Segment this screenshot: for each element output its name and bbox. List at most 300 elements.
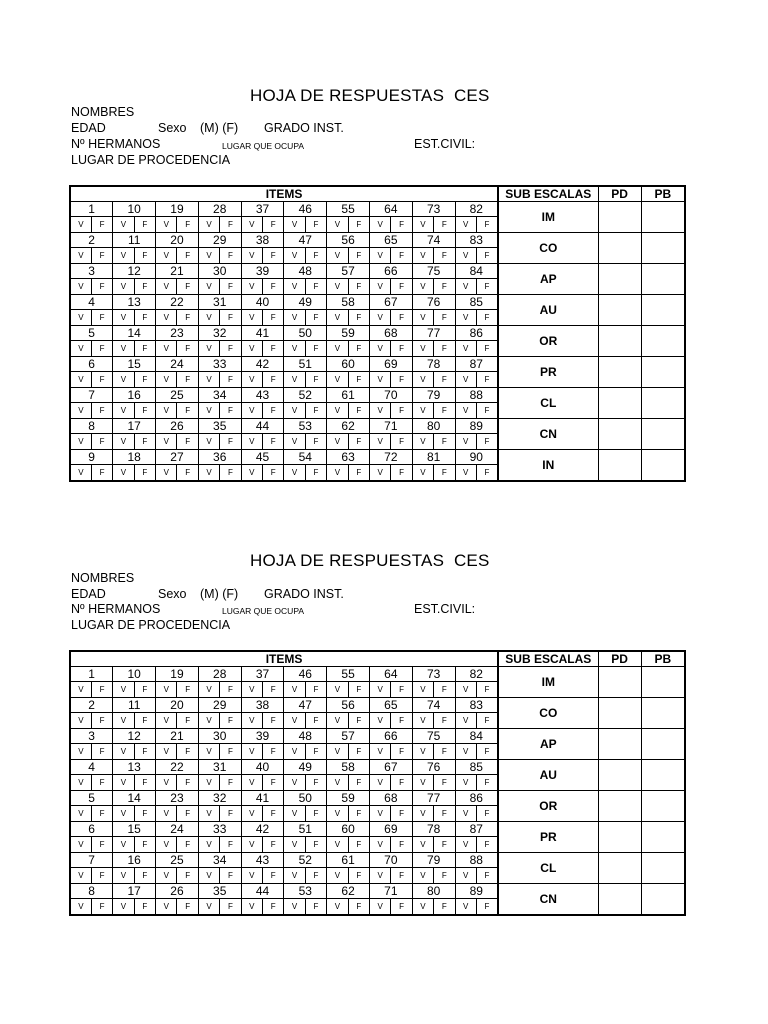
answer-f-option[interactable]: F [220,744,241,760]
answer-v-option[interactable]: V [156,341,177,357]
answer-v-option[interactable]: V [113,341,134,357]
answer-v-option[interactable]: V [198,403,219,419]
pd-cell[interactable] [598,295,641,326]
answer-f-option[interactable]: F [391,713,412,729]
answer-v-option[interactable]: V [327,744,348,760]
answer-v-option[interactable]: V [70,713,91,729]
answer-f-option[interactable]: F [263,806,284,822]
answer-v-option[interactable]: V [241,806,262,822]
answer-f-option[interactable]: F [348,434,369,450]
pb-cell[interactable] [641,357,685,388]
answer-v-option[interactable]: V [241,434,262,450]
answer-f-option[interactable]: F [305,341,326,357]
answer-f-option[interactable]: F [434,403,455,419]
answer-v-option[interactable]: V [113,775,134,791]
answer-v-option[interactable]: V [113,744,134,760]
answer-v-option[interactable]: V [70,775,91,791]
answer-v-option[interactable]: V [327,372,348,388]
answer-f-option[interactable]: F [263,372,284,388]
answer-v-option[interactable]: V [198,217,219,233]
answer-v-option[interactable]: V [327,713,348,729]
answer-f-option[interactable]: F [134,434,155,450]
answer-f-option[interactable]: F [91,899,112,916]
answer-f-option[interactable]: F [134,217,155,233]
answer-f-option[interactable]: F [220,403,241,419]
answer-f-option[interactable]: F [305,713,326,729]
answer-v-option[interactable]: V [369,217,390,233]
answer-v-option[interactable]: V [70,899,91,916]
answer-v-option[interactable]: V [113,837,134,853]
answer-f-option[interactable]: F [91,682,112,698]
answer-f-option[interactable]: F [434,806,455,822]
answer-f-option[interactable]: F [263,434,284,450]
answer-v-option[interactable]: V [241,217,262,233]
pb-cell[interactable] [641,450,685,482]
answer-f-option[interactable]: F [476,341,498,357]
answer-v-option[interactable]: V [327,775,348,791]
answer-f-option[interactable]: F [263,682,284,698]
answer-f-option[interactable]: F [134,310,155,326]
pd-cell[interactable] [598,264,641,295]
answer-f-option[interactable]: F [434,837,455,853]
answer-v-option[interactable]: V [369,434,390,450]
answer-f-option[interactable]: F [305,806,326,822]
answer-f-option[interactable]: F [220,248,241,264]
answer-f-option[interactable]: F [434,434,455,450]
answer-v-option[interactable]: V [412,465,433,482]
answer-v-option[interactable]: V [198,837,219,853]
pd-cell[interactable] [598,698,641,729]
answer-v-option[interactable]: V [156,806,177,822]
answer-f-option[interactable]: F [476,217,498,233]
answer-f-option[interactable]: F [305,279,326,295]
answer-f-option[interactable]: F [476,837,498,853]
answer-f-option[interactable]: F [177,806,198,822]
answer-v-option[interactable]: V [113,248,134,264]
answer-v-option[interactable]: V [198,372,219,388]
answer-f-option[interactable]: F [305,775,326,791]
answer-f-option[interactable]: F [220,899,241,916]
answer-v-option[interactable]: V [113,899,134,916]
answer-v-option[interactable]: V [198,682,219,698]
pd-cell[interactable] [598,326,641,357]
answer-f-option[interactable]: F [305,868,326,884]
answer-f-option[interactable]: F [177,434,198,450]
answer-f-option[interactable]: F [348,279,369,295]
answer-v-option[interactable]: V [70,868,91,884]
answer-f-option[interactable]: F [305,372,326,388]
answer-f-option[interactable]: F [305,744,326,760]
pb-cell[interactable] [641,698,685,729]
answer-v-option[interactable]: V [327,341,348,357]
answer-f-option[interactable]: F [91,806,112,822]
answer-v-option[interactable]: V [241,465,262,482]
answer-v-option[interactable]: V [70,434,91,450]
answer-f-option[interactable]: F [391,868,412,884]
answer-f-option[interactable]: F [220,682,241,698]
answer-f-option[interactable]: F [391,217,412,233]
answer-v-option[interactable]: V [241,775,262,791]
answer-f-option[interactable]: F [177,248,198,264]
answer-f-option[interactable]: F [263,403,284,419]
answer-v-option[interactable]: V [412,403,433,419]
answer-v-option[interactable]: V [284,341,305,357]
answer-v-option[interactable]: V [156,868,177,884]
answer-v-option[interactable]: V [455,403,476,419]
answer-v-option[interactable]: V [198,279,219,295]
answer-f-option[interactable]: F [305,403,326,419]
answer-v-option[interactable]: V [455,372,476,388]
answer-f-option[interactable]: F [476,403,498,419]
answer-v-option[interactable]: V [455,837,476,853]
answer-v-option[interactable]: V [327,682,348,698]
pb-cell[interactable] [641,419,685,450]
answer-v-option[interactable]: V [369,403,390,419]
answer-v-option[interactable]: V [70,806,91,822]
answer-v-option[interactable]: V [198,868,219,884]
answer-v-option[interactable]: V [455,248,476,264]
answer-f-option[interactable]: F [434,713,455,729]
answer-f-option[interactable]: F [434,248,455,264]
answer-v-option[interactable]: V [70,217,91,233]
answer-v-option[interactable]: V [369,775,390,791]
answer-v-option[interactable]: V [327,465,348,482]
answer-v-option[interactable]: V [198,465,219,482]
answer-v-option[interactable]: V [156,775,177,791]
answer-f-option[interactable]: F [348,837,369,853]
answer-f-option[interactable]: F [348,899,369,916]
answer-f-option[interactable]: F [305,310,326,326]
answer-f-option[interactable]: F [348,341,369,357]
answer-v-option[interactable]: V [369,899,390,916]
pb-cell[interactable] [641,233,685,264]
answer-f-option[interactable]: F [348,682,369,698]
answer-f-option[interactable]: F [91,341,112,357]
pb-cell[interactable] [641,853,685,884]
answer-f-option[interactable]: F [134,465,155,482]
answer-f-option[interactable]: F [391,372,412,388]
answer-v-option[interactable]: V [113,372,134,388]
answer-v-option[interactable]: V [241,403,262,419]
answer-f-option[interactable]: F [177,744,198,760]
answer-v-option[interactable]: V [412,713,433,729]
answer-v-option[interactable]: V [113,434,134,450]
answer-v-option[interactable]: V [327,899,348,916]
answer-f-option[interactable]: F [91,713,112,729]
answer-v-option[interactable]: V [284,806,305,822]
answer-f-option[interactable]: F [305,899,326,916]
answer-f-option[interactable]: F [476,713,498,729]
answer-v-option[interactable]: V [412,682,433,698]
answer-f-option[interactable]: F [220,434,241,450]
answer-v-option[interactable]: V [412,217,433,233]
answer-v-option[interactable]: V [412,372,433,388]
answer-v-option[interactable]: V [412,434,433,450]
answer-f-option[interactable]: F [476,806,498,822]
answer-f-option[interactable]: F [220,837,241,853]
answer-f-option[interactable]: F [348,217,369,233]
answer-v-option[interactable]: V [327,403,348,419]
answer-v-option[interactable]: V [198,806,219,822]
pb-cell[interactable] [641,822,685,853]
answer-f-option[interactable]: F [134,341,155,357]
answer-v-option[interactable]: V [327,837,348,853]
answer-v-option[interactable]: V [455,899,476,916]
answer-v-option[interactable]: V [412,341,433,357]
answer-v-option[interactable]: V [156,248,177,264]
answer-f-option[interactable]: F [476,434,498,450]
answer-f-option[interactable]: F [263,775,284,791]
answer-v-option[interactable]: V [113,310,134,326]
answer-f-option[interactable]: F [91,403,112,419]
answer-v-option[interactable]: V [241,868,262,884]
answer-v-option[interactable]: V [455,744,476,760]
answer-f-option[interactable]: F [476,310,498,326]
answer-v-option[interactable]: V [156,713,177,729]
answer-v-option[interactable]: V [284,217,305,233]
answer-f-option[interactable]: F [348,248,369,264]
answer-v-option[interactable]: V [241,372,262,388]
answer-v-option[interactable]: V [156,744,177,760]
answer-v-option[interactable]: V [241,837,262,853]
answer-f-option[interactable]: F [391,837,412,853]
answer-f-option[interactable]: F [434,217,455,233]
answer-f-option[interactable]: F [348,713,369,729]
answer-v-option[interactable]: V [284,279,305,295]
answer-f-option[interactable]: F [263,248,284,264]
answer-f-option[interactable]: F [476,744,498,760]
answer-v-option[interactable]: V [412,775,433,791]
answer-v-option[interactable]: V [327,434,348,450]
answer-f-option[interactable]: F [434,279,455,295]
pd-cell[interactable] [598,233,641,264]
answer-f-option[interactable]: F [177,372,198,388]
answer-f-option[interactable]: F [134,899,155,916]
pd-cell[interactable] [598,853,641,884]
answer-f-option[interactable]: F [91,465,112,482]
answer-f-option[interactable]: F [391,434,412,450]
answer-f-option[interactable]: F [263,899,284,916]
answer-v-option[interactable]: V [113,217,134,233]
answer-f-option[interactable]: F [177,868,198,884]
answer-v-option[interactable]: V [284,465,305,482]
answer-f-option[interactable]: F [91,744,112,760]
answer-v-option[interactable]: V [198,713,219,729]
answer-v-option[interactable]: V [113,713,134,729]
answer-v-option[interactable]: V [156,310,177,326]
answer-v-option[interactable]: V [284,868,305,884]
pd-cell[interactable] [598,357,641,388]
answer-f-option[interactable]: F [134,713,155,729]
answer-f-option[interactable]: F [134,744,155,760]
answer-v-option[interactable]: V [241,248,262,264]
answer-v-option[interactable]: V [284,713,305,729]
answer-f-option[interactable]: F [220,217,241,233]
answer-v-option[interactable]: V [284,899,305,916]
answer-f-option[interactable]: F [134,682,155,698]
answer-v-option[interactable]: V [198,341,219,357]
answer-f-option[interactable]: F [220,372,241,388]
answer-v-option[interactable]: V [70,341,91,357]
answer-f-option[interactable]: F [263,744,284,760]
answer-f-option[interactable]: F [391,899,412,916]
answer-v-option[interactable]: V [412,744,433,760]
answer-f-option[interactable]: F [220,341,241,357]
answer-v-option[interactable]: V [198,899,219,916]
answer-v-option[interactable]: V [70,310,91,326]
answer-v-option[interactable]: V [156,372,177,388]
answer-v-option[interactable]: V [198,310,219,326]
answer-v-option[interactable]: V [70,372,91,388]
answer-v-option[interactable]: V [156,682,177,698]
answer-v-option[interactable]: V [198,248,219,264]
answer-f-option[interactable]: F [177,713,198,729]
answer-v-option[interactable]: V [70,279,91,295]
answer-v-option[interactable]: V [113,465,134,482]
answer-f-option[interactable]: F [434,682,455,698]
answer-f-option[interactable]: F [305,837,326,853]
answer-f-option[interactable]: F [91,372,112,388]
answer-f-option[interactable]: F [263,837,284,853]
answer-f-option[interactable]: F [305,248,326,264]
answer-f-option[interactable]: F [476,682,498,698]
answer-f-option[interactable]: F [348,403,369,419]
answer-f-option[interactable]: F [220,310,241,326]
answer-f-option[interactable]: F [434,744,455,760]
answer-f-option[interactable]: F [263,310,284,326]
answer-v-option[interactable]: V [369,713,390,729]
answer-v-option[interactable]: V [412,837,433,853]
answer-f-option[interactable]: F [391,806,412,822]
answer-f-option[interactable]: F [391,248,412,264]
answer-f-option[interactable]: F [134,806,155,822]
answer-f-option[interactable]: F [91,434,112,450]
answer-f-option[interactable]: F [305,434,326,450]
answer-f-option[interactable]: F [476,279,498,295]
answer-f-option[interactable]: F [348,310,369,326]
pb-cell[interactable] [641,295,685,326]
answer-v-option[interactable]: V [241,310,262,326]
answer-v-option[interactable]: V [369,806,390,822]
answer-v-option[interactable]: V [412,279,433,295]
answer-f-option[interactable]: F [391,279,412,295]
answer-v-option[interactable]: V [369,310,390,326]
answer-v-option[interactable]: V [284,434,305,450]
answer-v-option[interactable]: V [284,744,305,760]
answer-v-option[interactable]: V [156,217,177,233]
pb-cell[interactable] [641,667,685,698]
pb-cell[interactable] [641,264,685,295]
answer-f-option[interactable]: F [263,868,284,884]
answer-v-option[interactable]: V [284,248,305,264]
answer-v-option[interactable]: V [113,806,134,822]
answer-v-option[interactable]: V [455,806,476,822]
answer-v-option[interactable]: V [284,310,305,326]
answer-v-option[interactable]: V [198,775,219,791]
answer-v-option[interactable]: V [241,899,262,916]
answer-f-option[interactable]: F [177,341,198,357]
answer-v-option[interactable]: V [412,806,433,822]
answer-v-option[interactable]: V [70,403,91,419]
answer-v-option[interactable]: V [284,837,305,853]
answer-v-option[interactable]: V [241,341,262,357]
answer-v-option[interactable]: V [156,403,177,419]
answer-v-option[interactable]: V [70,744,91,760]
answer-f-option[interactable]: F [91,837,112,853]
answer-v-option[interactable]: V [284,372,305,388]
answer-v-option[interactable]: V [241,279,262,295]
answer-v-option[interactable]: V [241,713,262,729]
answer-f-option[interactable]: F [177,837,198,853]
answer-v-option[interactable]: V [327,868,348,884]
answer-f-option[interactable]: F [263,465,284,482]
answer-v-option[interactable]: V [412,899,433,916]
answer-v-option[interactable]: V [455,775,476,791]
pd-cell[interactable] [598,884,641,916]
answer-f-option[interactable]: F [476,899,498,916]
answer-f-option[interactable]: F [391,341,412,357]
answer-v-option[interactable]: V [70,682,91,698]
answer-f-option[interactable]: F [134,868,155,884]
answer-v-option[interactable]: V [241,744,262,760]
answer-f-option[interactable]: F [263,713,284,729]
answer-f-option[interactable]: F [476,868,498,884]
answer-f-option[interactable]: F [220,713,241,729]
answer-v-option[interactable]: V [284,682,305,698]
answer-v-option[interactable]: V [113,279,134,295]
answer-f-option[interactable]: F [476,465,498,482]
answer-v-option[interactable]: V [369,279,390,295]
answer-v-option[interactable]: V [369,248,390,264]
answer-f-option[interactable]: F [348,372,369,388]
answer-f-option[interactable]: F [177,279,198,295]
answer-v-option[interactable]: V [198,434,219,450]
answer-f-option[interactable]: F [91,279,112,295]
answer-f-option[interactable]: F [348,744,369,760]
pb-cell[interactable] [641,729,685,760]
pd-cell[interactable] [598,729,641,760]
answer-v-option[interactable]: V [455,434,476,450]
answer-f-option[interactable]: F [177,403,198,419]
answer-v-option[interactable]: V [455,868,476,884]
answer-f-option[interactable]: F [91,775,112,791]
pb-cell[interactable] [641,202,685,233]
answer-v-option[interactable]: V [455,465,476,482]
answer-v-option[interactable]: V [156,279,177,295]
answer-v-option[interactable]: V [455,217,476,233]
answer-v-option[interactable]: V [327,806,348,822]
answer-f-option[interactable]: F [91,217,112,233]
answer-v-option[interactable]: V [70,837,91,853]
answer-f-option[interactable]: F [220,279,241,295]
answer-v-option[interactable]: V [113,403,134,419]
answer-f-option[interactable]: F [220,775,241,791]
pd-cell[interactable] [598,450,641,482]
answer-f-option[interactable]: F [305,217,326,233]
answer-v-option[interactable]: V [455,341,476,357]
pd-cell[interactable] [598,667,641,698]
answer-v-option[interactable]: V [455,682,476,698]
pd-cell[interactable] [598,760,641,791]
answer-f-option[interactable]: F [220,868,241,884]
answer-f-option[interactable]: F [391,775,412,791]
pb-cell[interactable] [641,791,685,822]
answer-v-option[interactable]: V [327,310,348,326]
answer-v-option[interactable]: V [156,837,177,853]
pb-cell[interactable] [641,388,685,419]
answer-f-option[interactable]: F [134,279,155,295]
answer-v-option[interactable]: V [369,868,390,884]
